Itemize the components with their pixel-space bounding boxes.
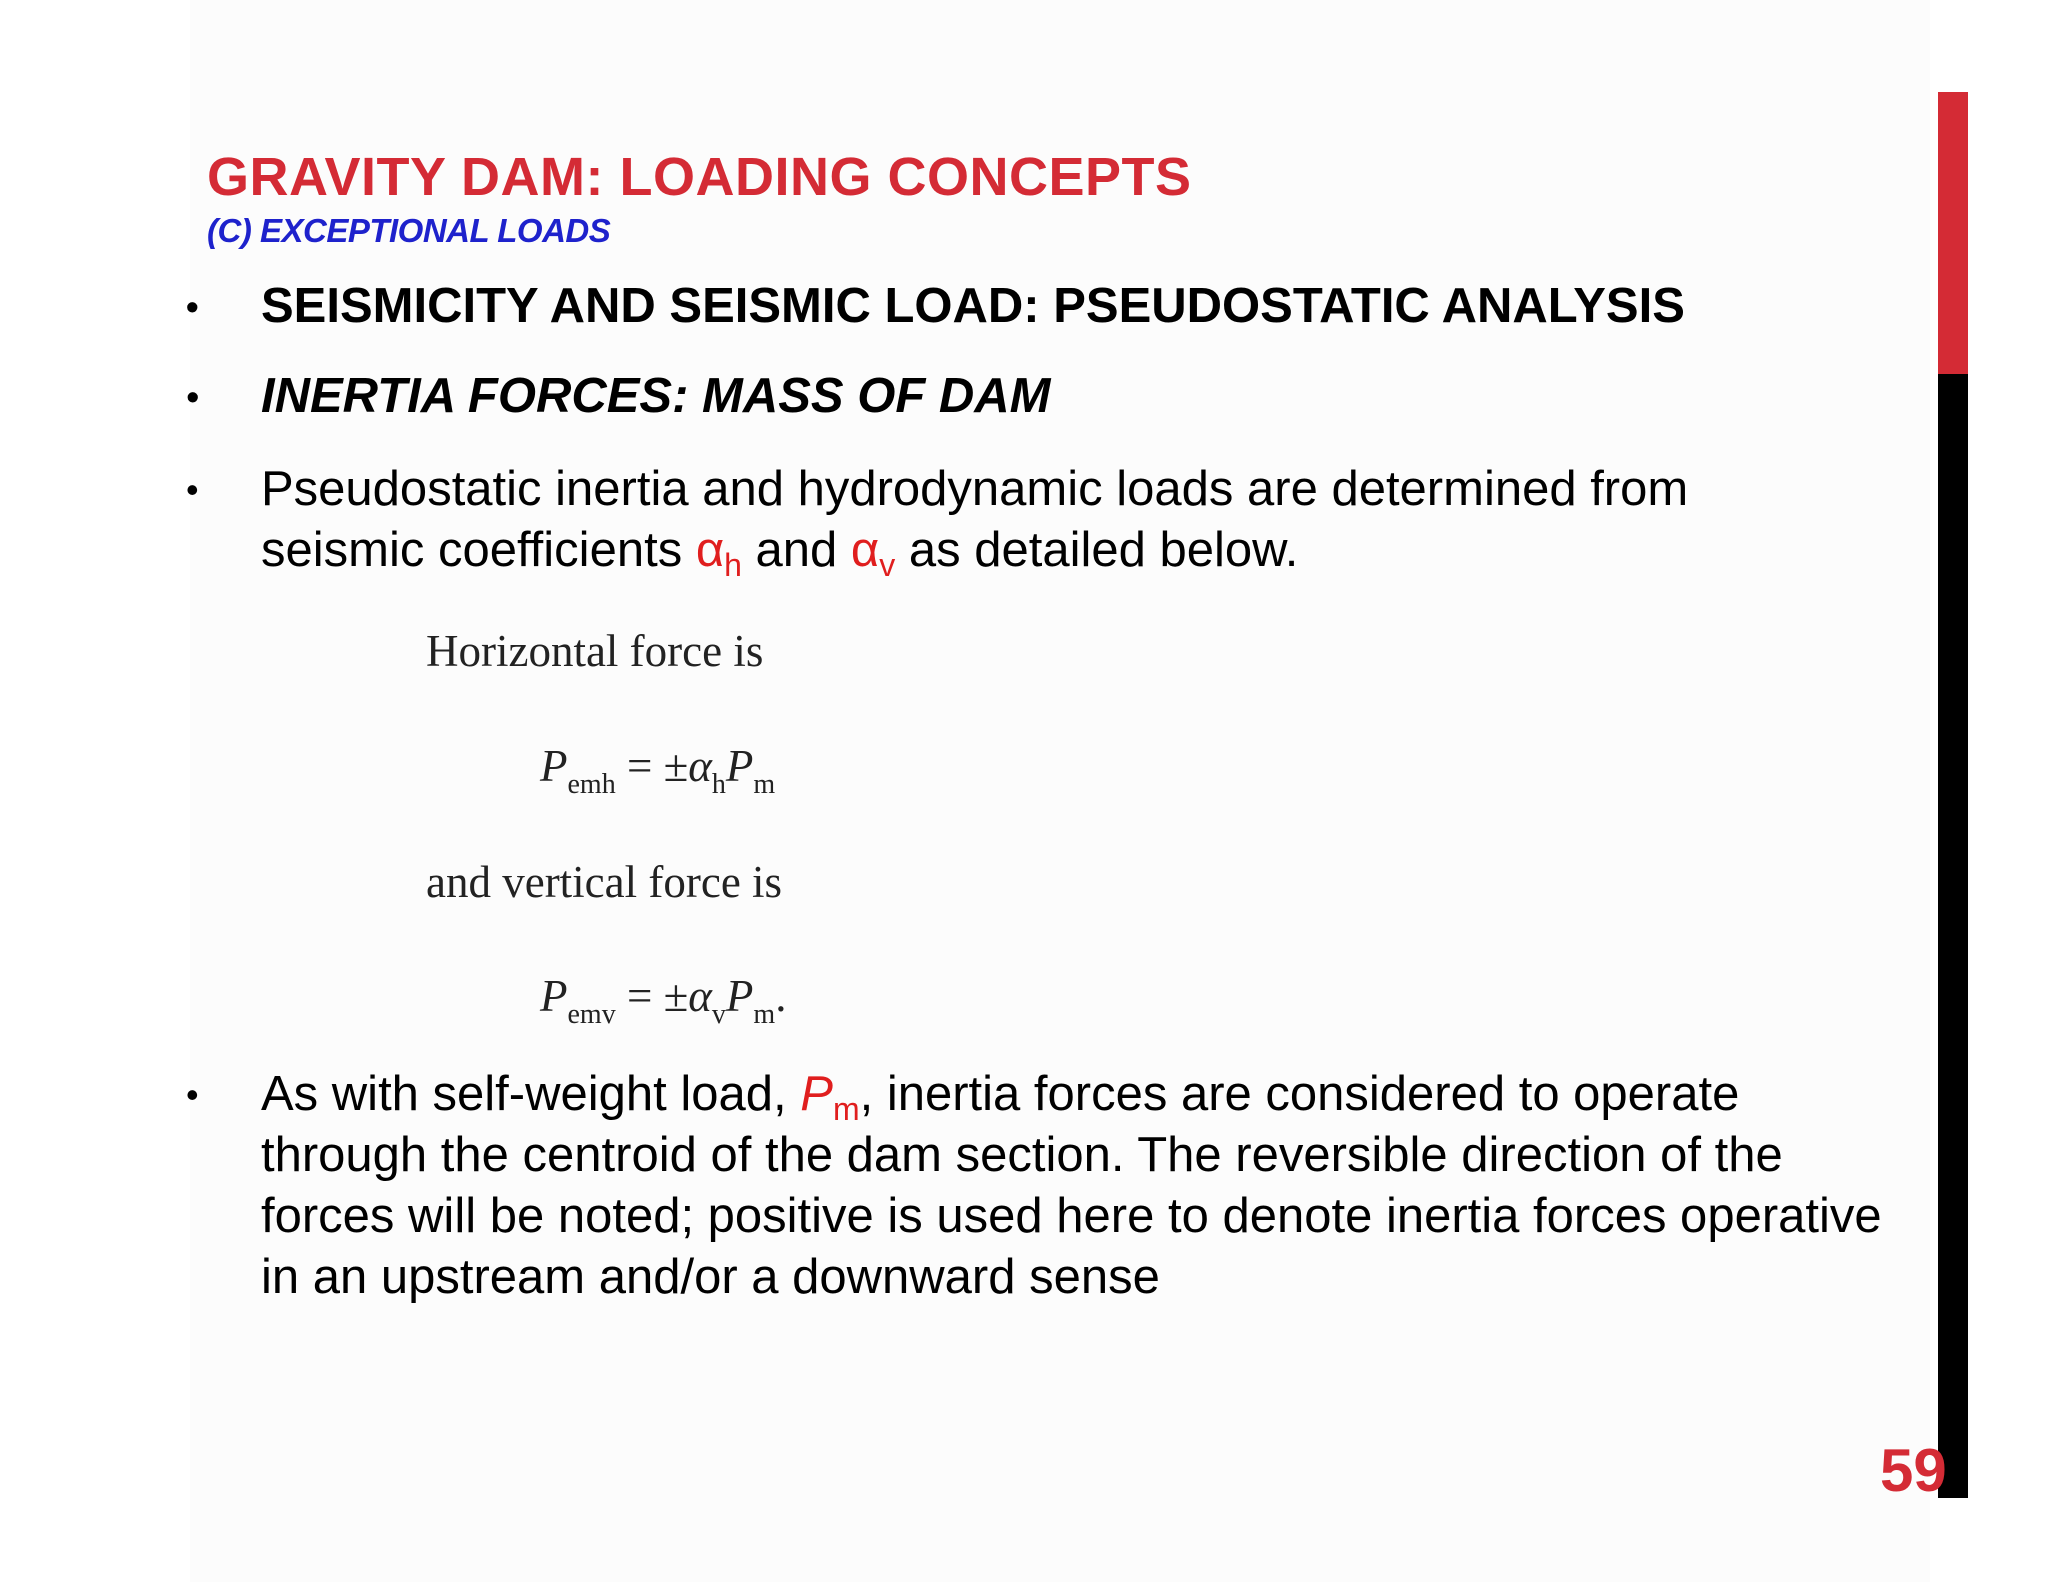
vertical-force-equation: $P_{emv} = \pm\alpha_vP_m$. xyxy=(540,971,787,1030)
and-text: and xyxy=(741,523,851,577)
vertical-force-label: and vertical force is xyxy=(426,857,783,907)
bullet-line-2-end: as detailed below. xyxy=(895,523,1299,577)
accent-bar-black xyxy=(1938,374,1968,1498)
accent-bar-red xyxy=(1938,92,1968,374)
page-number: 59 xyxy=(1880,1437,1947,1504)
bullet-marker: • xyxy=(186,469,199,510)
slide-subtitle: (C) EXCEPTIONAL LOADS xyxy=(207,212,611,249)
bullet-text: SEISMICITY AND SEISMIC LOAD: PSEUDOSTATIC ANALYSIS xyxy=(261,279,1685,333)
bullet-pseudostatic xyxy=(186,459,1906,581)
bullet-line-2-start: seismic coefficients xyxy=(261,523,696,577)
pm-symbol: $P_m$ xyxy=(800,1067,860,1127)
slide-title: GRAVITY DAM: LOADING CONCEPTS xyxy=(207,147,1192,207)
bullet-text: As with self-weight load, $P_m$, inertia forces are considered to operate through the centroid of the dam section. The reversible direction of the forces will be noted; positive is used here to denote inertia forces operative in an upstream and/or a downward sense xyxy=(261,1067,1882,1304)
horizontal-force-label: Horizontal force is xyxy=(426,626,764,676)
alpha-v-symbol: $\alpha_v$ xyxy=(850,523,896,583)
bullet-inertia-forces xyxy=(186,366,1906,427)
horizontal-force-equation: $P_{emh} = \pm\alpha_hP_m$ xyxy=(540,741,776,800)
bullet-marker: • xyxy=(186,286,199,327)
bullet-self-weight xyxy=(186,1064,1906,1308)
alpha-h-symbol: $\alpha_h$ xyxy=(695,523,742,583)
bullet-text: INERTIA FORCES: MASS OF DAM xyxy=(261,369,1051,423)
bullet-marker: • xyxy=(186,1074,199,1115)
bullet-text xyxy=(261,459,1906,581)
bullet-line-1: Pseudostatic inertia and hydrodynamic loads are determined from xyxy=(261,462,1689,516)
bullet-seismicity xyxy=(186,276,1906,337)
bullet-marker: • xyxy=(186,376,199,417)
